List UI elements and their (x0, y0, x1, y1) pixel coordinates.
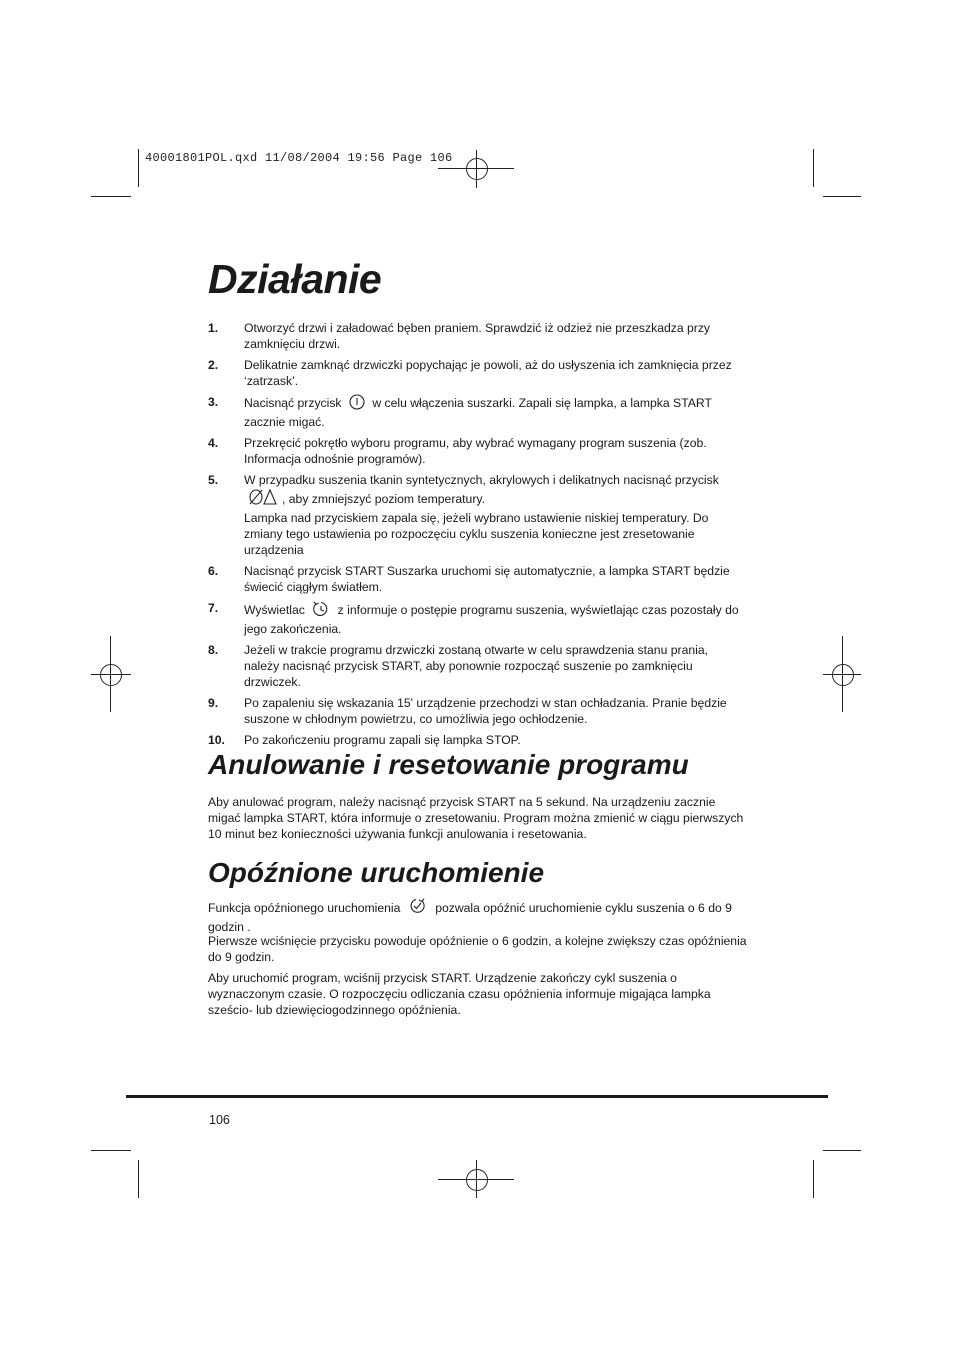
list-item: 7. Wyświetlac z informuje o postępie programu suszenia, wyświetlając czas pozostały do jego zakończenia. (208, 601, 739, 636)
section-heading-delay: Opóźnione uruchomienie (208, 857, 545, 888)
list-item: 10. Po zakończeniu programu zapali się lampka STOP. (208, 733, 521, 747)
list-item: 2. Delikatnie zamknąć drzwiczki popychając je powoli, aż do usłyszenia ich zamknięcia przez ‘zatrzask’. (208, 358, 732, 388)
list-item: 8. Jeżeli w trakcie programu drzwiczki zostaną otwarte w celu sprawdzenia stanu prania, należy nacisnąć przycisk START, aby ponownie rozpocząć suszenie po zamknięciu drzwiczek. (208, 643, 709, 689)
list-item: 5. W przypadku suszenia tkanin syntetycznych, akrylowych i delikatnych nacisnąć przycisk , aby zmniejszyć poziom temperatury. Lampka nad przyciskiem zapala się, jeżeli wybrano ustawienie niskiej temperatury. Do zmiany tego ustawienia po rozpoczęciu cyklu suszenia konieczne jest zresetowanie urządzenia (208, 473, 719, 557)
list-item: 9. Po zapaleniu się wskazania 15' urządzenie przechodzi w stan ochładzania. Pranie będzie suszone w chłodnym powietrzu, co umożliwia jego ochłodzenie. (208, 696, 727, 726)
delay-paragraph-1: Funkcja opóźnionego uruchomienia pozwala opóźnić uruchomienie cyklu suszenia o 6 do 9 godzin . (208, 897, 748, 935)
file-slug: 40001801POL.qxd 11/08/2004 19:56 Page 106 (145, 151, 453, 165)
list-item: 4. Przekręcić pokrętło wyboru programu, aby wybrać wymagany program suszenia (zob. Informacja odnośnie programów). (208, 436, 707, 466)
list-item: 3. Nacisnąć przycisk w celu włączenia suszarki. Zapali się lampka, a lampka START zacznie migać. (208, 395, 712, 429)
list-item: 6. Nacisnąć przycisk START Suszarka uruchomi się automatycznie, a lampka START będzie świecić ciągłym światłem. (208, 564, 730, 594)
list-item: 1. Otworzyć drzwi i załadować bęben praniem. Sprawdzić iż odzież nie przeszkadza przy zamknięciu drzwi. (208, 321, 711, 351)
power-button-icon (349, 394, 365, 414)
delay-paragraph-2: Pierwsze wciśnięcie przycisku powoduje opóźnienie o 6 godzin, a kolejne zwiększy czas opóźnienia do 9 godzin. (208, 934, 747, 964)
footer-rule (126, 1095, 828, 1098)
section-heading-cancel: Anulowanie i resetowanie programu (208, 749, 689, 780)
page-number: 106 (209, 1113, 230, 1127)
steps-list (208, 320, 743, 753)
cancel-paragraph: Aby anulować program, należy nacisnąć przycisk START na 5 sekund. Na urządzeniu zacznie migać lampka START, która informuje o zresetowaniu. Program można zmienić w ciągu pierwszych 10 minut bez konieczności używania funkcji anulowania i resetowania. (208, 795, 744, 841)
delay-start-icon (408, 897, 428, 919)
time-remaining-icon (312, 600, 330, 621)
low-temperature-icon (248, 488, 278, 510)
delay-paragraph-3: Aby uruchomić program, wciśnij przycisk START. Urządzenie zakończy cykl suszenia o wyznaczonym czasie. O rozpoczęciu odliczania czasu opóźnienia informuje migająca lampka sześcio- lub dziewięciogodzinnego opóźnienia. (208, 971, 711, 1017)
page-title: Działanie (208, 256, 382, 302)
